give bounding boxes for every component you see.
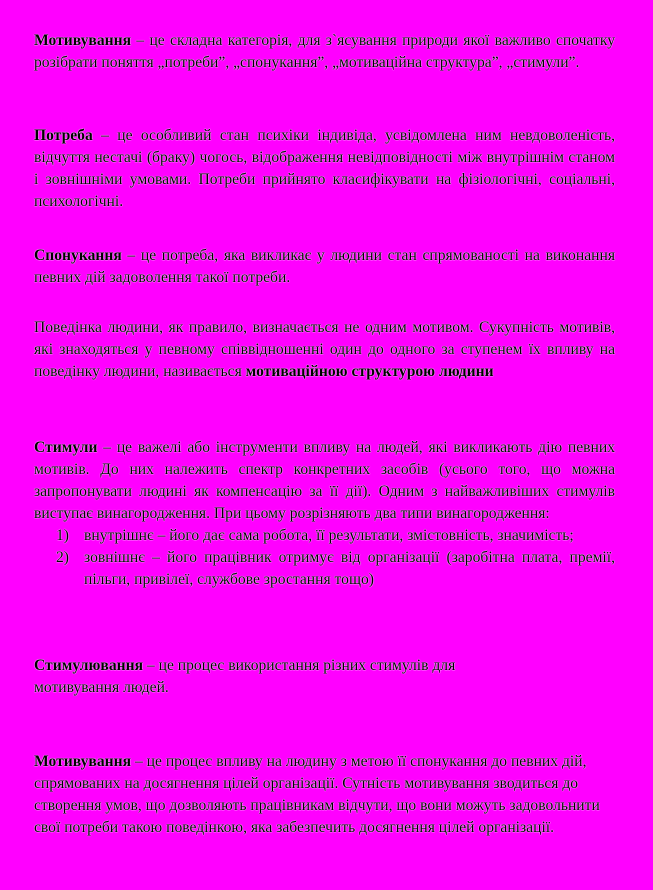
- paragraph-inducement: [34, 245, 615, 289]
- paragraph-text: Поведінка людини, як правило, визначається не одним мотивом. Сукупність мотивів, які знаходяться у певному співвідношенні один до одного за ступенем їх впливу на поведінку людини, називається: [34, 319, 615, 380]
- definition-text: – це складна категорія, для з`ясування природи якої важливо спочатку розібрати поняття „потреби”, „спонукання”, „мотиваційна структура”, „стимули”.: [34, 32, 615, 71]
- list-item-text: внутрішнє – його дає сама робота, її результати, змістовність, значимість;: [84, 527, 574, 544]
- list-item: [56, 525, 615, 547]
- definition-text: – це особливий стан психіки індивіда, усвідомлена ним невдоволеність, відчуття нестачі (браку) чогось, відображення невідповідності між внутрішнім станом і зовнішніми умовами. Потреби прийнято класифікувати на фізіологічні, соціальні, психологічні.: [34, 127, 615, 210]
- list-item: [56, 547, 615, 591]
- list-item-number: 2): [56, 549, 69, 566]
- paragraph-motivation-process: [34, 751, 609, 839]
- list-item-text: зовнішнє – його працівник отримує від організації (заробітна плата, премії, пільги, привілеї, службове зростання тощо): [84, 549, 615, 588]
- definition-text: – це процес впливу на людину з метою її спонукання до певних дій, спрямованих на досягнення цілей організації. Сутність мотивування зводиться до створення умов, що дозволяють працівникам відчути, що вони можуть задовольнити свої потреби такою поведінкою, яка забезпечить досягнення цілей організації.: [34, 753, 600, 836]
- term-motivational-structure: мотиваційною структурою людини: [245, 363, 494, 380]
- reward-types-list: [34, 525, 615, 591]
- term-motivation: Мотивування: [34, 32, 132, 49]
- term-incentives: Стимули: [34, 439, 98, 456]
- paragraph-motivation-intro: [34, 30, 615, 74]
- term-need: Потреба: [34, 127, 93, 144]
- term-stimulation: Стимулювання: [34, 657, 144, 674]
- term-inducement: Спонукання: [34, 247, 122, 264]
- paragraph-need: [34, 125, 615, 213]
- definition-text: – це потреба, яка викликає у людини стан спрямованості на виконання певних дій задоволення такої потреби.: [34, 247, 615, 286]
- paragraph-motivational-structure: [34, 317, 615, 383]
- list-item-number: 1): [56, 527, 69, 544]
- definition-text: – це процес використання різних стимулів для мотивування людей.: [34, 657, 456, 696]
- paragraph-incentives: [34, 437, 615, 591]
- definition-text: – це важелі або інструменти впливу на людей, які викликають дію певних мотивів. До них належить спектр конкретних засобів (усього того, що можна запропонувати людині як компенсацію за її дії). Одним з найважливіших стимулів виступає винагородження. При цьому розрізняють два типи винагородження:: [34, 439, 615, 522]
- term-motivation: Мотивування: [34, 753, 132, 770]
- paragraph-stimulation: [34, 655, 544, 699]
